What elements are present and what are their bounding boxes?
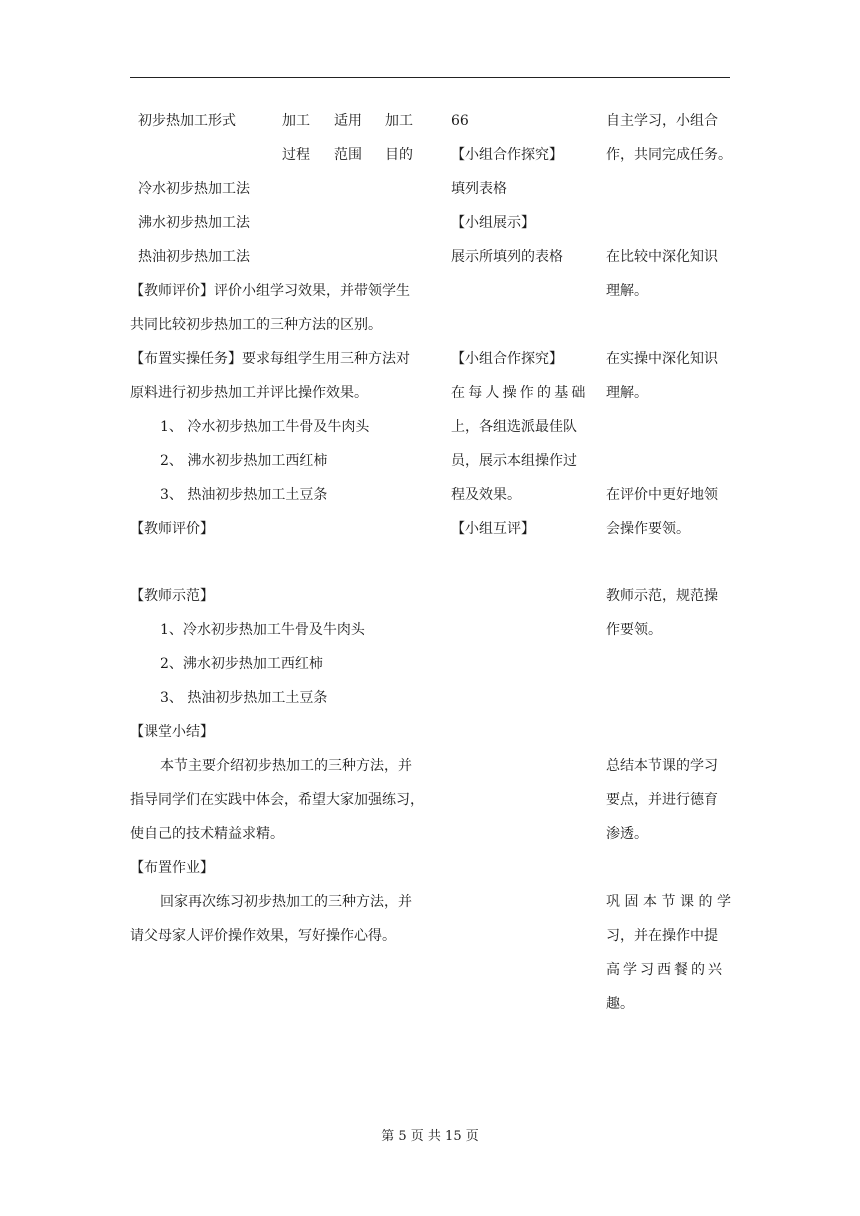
intent-g-line-4: 趣。	[606, 996, 634, 1012]
intent-e-line-1: 教师示范，规范操	[606, 588, 718, 604]
demo-item-2: 2、沸水初步热加工西红柿	[160, 656, 323, 672]
intent-d-line-2: 会操作要领。	[606, 521, 690, 537]
demo-item-3: 3、 热油初步热加工土豆条	[160, 690, 328, 706]
header-purpose-1: 加工	[385, 113, 413, 129]
method-boiling-water: 沸水初步热加工法	[138, 215, 250, 231]
method-hot-oil: 热油初步热加工法	[138, 249, 250, 265]
task-line1: 要求每组学生用三种方法对	[242, 351, 410, 367]
teacher-eval-label: 【教师评价】	[130, 283, 214, 299]
task-item-2: 2、 沸水初步热加工西红柿	[160, 453, 328, 469]
teacher-eval-line2: 共同比较初步热加工的三种方法的区别。	[130, 317, 382, 333]
teacher-eval-paragraph	[130, 281, 410, 301]
intent-a-line-1: 自主学习，小组合	[606, 113, 718, 129]
intent-c-line-2: 理解。	[606, 385, 648, 401]
summary-line-1: 本节主要介绍初步热加工的三种方法，并	[160, 758, 412, 774]
student-fill: 填列表格	[451, 181, 507, 197]
homework-line-2: 请父母家人评价操作效果，写好操作心得。	[130, 928, 396, 944]
summary-line-3: 使自己的技术精益求精。	[130, 826, 284, 842]
teacher-eval2-label: 【教师评价】	[130, 521, 214, 537]
summary-label: 【课堂小结】	[130, 724, 214, 740]
task-label: 【布置实操任务】	[130, 351, 242, 367]
intent-e-line-2: 作要领。	[606, 622, 662, 638]
header-process-2: 过程	[282, 147, 310, 163]
summary-line-2: 指导同学们在实践中体会，希望大家加强练习，	[130, 792, 424, 808]
student-show: 展示所填列的表格	[451, 249, 563, 265]
page-footer: 第 5 页 共 15 页	[381, 1129, 479, 1144]
teacher-eval-line1: 评价小组学习效果，并带领学生	[214, 283, 410, 299]
demo-item-1: 1、冷水初步热加工牛骨及牛肉头	[160, 622, 365, 638]
intent-b-line-2: 理解。	[606, 283, 648, 299]
header-scope-1: 适用	[334, 113, 362, 129]
method-cold-water: 冷水初步热加工法	[138, 181, 250, 197]
task-line2: 原料进行初步热加工并评比操作效果。	[130, 385, 368, 401]
intent-c-line-1: 在实操中深化知识	[606, 351, 718, 367]
student-mutual-eval: 【小组互评】	[451, 521, 535, 537]
task-item-3: 3、 热油初步热加工土豆条	[160, 487, 328, 503]
intent-b-line-1: 在比较中深化知识	[606, 249, 718, 265]
homework-line-1: 回家再次练习初步热加工的三种方法，并	[160, 894, 412, 910]
intent-f-line-1: 总结本节课的学习	[606, 758, 718, 774]
student-number: 66	[451, 113, 469, 129]
student-explore2-line-1: 在每人操作的基础	[451, 385, 589, 401]
task-paragraph	[130, 349, 410, 369]
student-explore2-line-4: 程及效果。	[451, 487, 521, 503]
student-explore2-line-3: 员，展示本组操作过	[451, 453, 577, 469]
student-show-label: 【小组展示】	[451, 215, 535, 231]
intent-f-line-3: 渗透。	[606, 826, 648, 842]
homework-label: 【布置作业】	[130, 860, 214, 876]
student-explore2-line-2: 上，各组选派最佳队	[451, 419, 577, 435]
intent-d-line-1: 在评价中更好地领	[606, 487, 718, 503]
student-explore-2: 【小组合作探究】	[451, 351, 563, 367]
header-purpose-2: 目的	[385, 147, 413, 163]
header-rule	[130, 77, 730, 78]
demo-label: 【教师示范】	[130, 588, 214, 604]
student-explore-1: 【小组合作探究】	[451, 147, 563, 163]
intent-g-line-3: 高学习西餐的兴	[606, 962, 725, 978]
header-process-1: 加工	[282, 113, 310, 129]
intent-g-line-1: 巩固本节课的学	[606, 894, 736, 910]
intent-g-line-2: 习，并在操作中提	[606, 928, 718, 944]
intent-f-line-2: 要点，并进行德育	[606, 792, 718, 808]
header-scope-2: 范围	[334, 147, 362, 163]
intent-a-line-2: 作，共同完成任务。	[606, 147, 732, 163]
task-item-1: 1、 冷水初步热加工牛骨及牛肉头	[160, 419, 370, 435]
header-form: 初步热加工形式	[138, 113, 236, 129]
